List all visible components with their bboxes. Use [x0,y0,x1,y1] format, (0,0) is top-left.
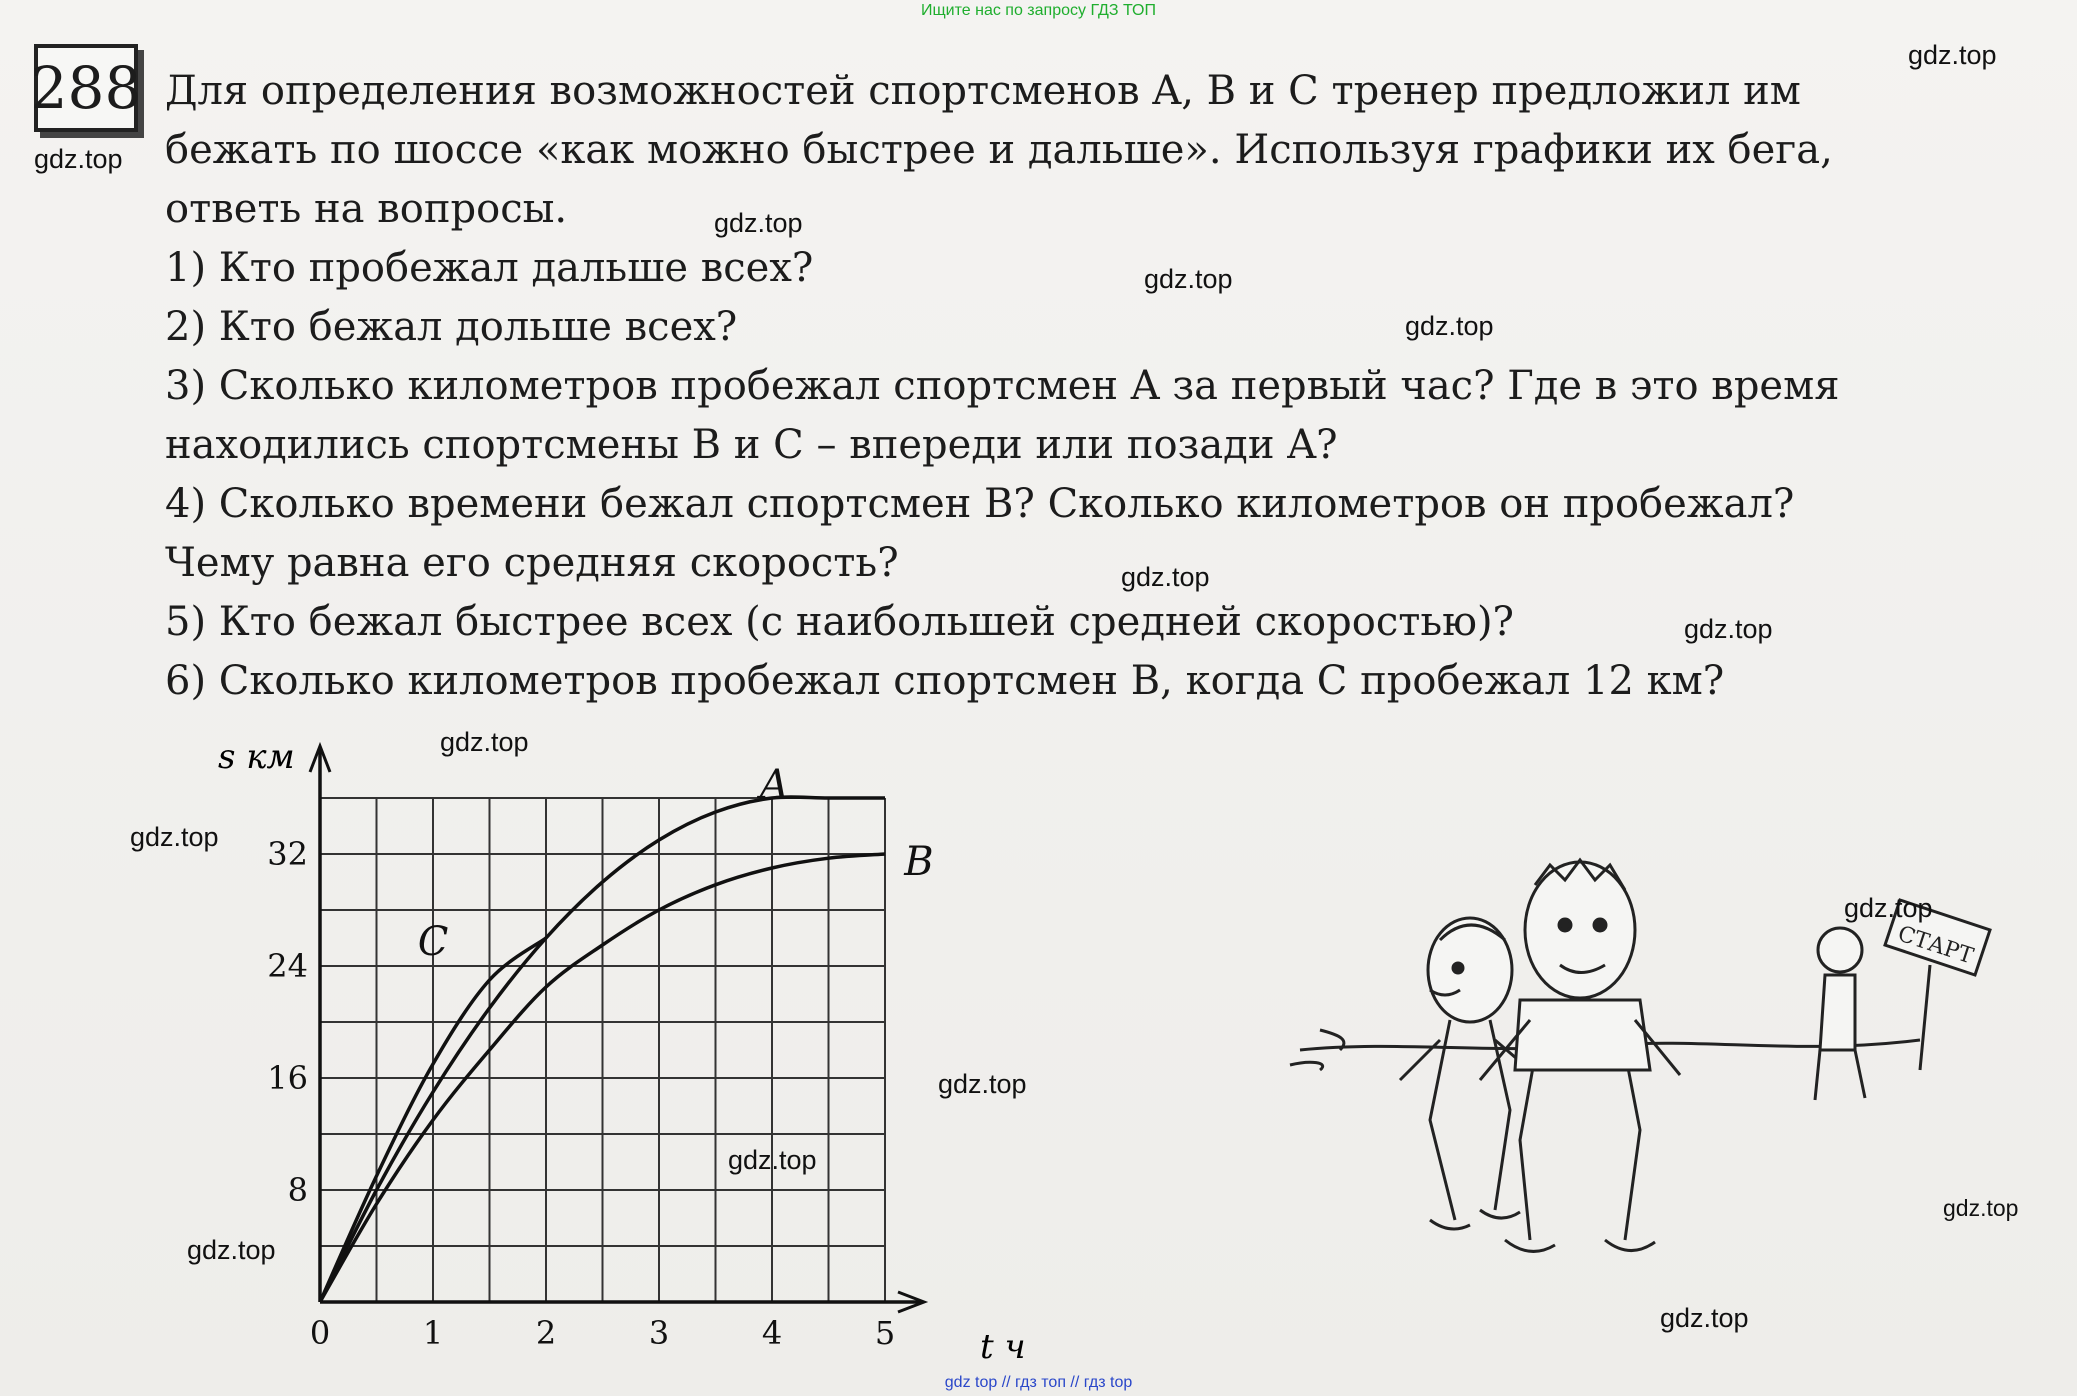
bottom-links[interactable]: gdz top // гдз топ // гдз top [944,1374,1133,1391]
watermark-text: gdz.top [728,1145,817,1175]
watermark-text: gdz.top [1908,40,1997,70]
watermark-text: gdz.top [1405,311,1494,341]
question-line: 2) Кто бежал дольше всех? [165,304,738,350]
watermark-text: gdz.top [34,144,123,174]
watermark-text: gdz.top [1144,264,1233,294]
intro-line: бежать по шоссе «как можно быстрее и дальше». Используя графики их бега, [165,127,1833,173]
watermark-text: gdz.top [938,1069,1027,1099]
x-tick-label: 1 [422,1314,444,1352]
watermark-text: gdz.top [1844,893,1933,923]
question-line: 3) Сколько километров пробежал спортсмен A за первый час? Где в это время [165,363,1840,409]
chart-ticks [267,835,895,1352]
question-line: 4) Сколько времени бежал спортсмен B? Сколько километров он пробежал? [165,481,1795,527]
start-sign-text: СТАРТ [1894,921,1977,970]
chart-axes [310,746,924,1312]
x-tick-label: 5 [874,1314,896,1352]
watermark-text: gdz.top [187,1235,276,1265]
watermark-text: gdz.top [130,822,219,852]
y-axis-label: s км [218,737,295,777]
y-tick-label: 24 [267,947,308,985]
watermark-text: gdz.top [1684,614,1773,644]
watermark-text: gdz.top [1660,1303,1749,1333]
x-tick-label: 4 [761,1314,783,1352]
series-label-a: A [759,762,789,808]
top-search-link[interactable]: Ищите нас по запросу ГДЗ ТОП [921,2,1156,19]
watermark-text: gdz.top [714,208,803,238]
chart-series [320,762,934,1302]
series-label-b: B [904,839,934,885]
series-label-c: C [417,918,449,965]
question-line: Чему равна его средняя скорость? [165,540,899,586]
question-line: находились спортсмены B и C – впереди или позади A? [165,422,1338,468]
problem-number: 288 [34,44,138,132]
watermark-text: gdz.top [1121,562,1210,592]
question-line: 5) Кто бежал быстрее всех (с наибольшей средней скоростью)? [165,599,1515,645]
watermark-text: gdz.top [440,727,529,757]
intro-line: ответь на вопросы. [165,186,568,232]
question-line: 1) Кто пробежал дальше всех? [165,245,814,291]
watermark-text: gdz.top [1943,1195,2019,1221]
intro-line: Для определения возможностей спортсменов A, B и C тренер предложил им [165,68,1801,114]
run-distance-chart [180,730,1040,1370]
y-tick-label: 8 [287,1171,308,1209]
x-axis-label: t ч [980,1327,1026,1367]
y-tick-label: 32 [267,835,308,873]
x-tick-label: 2 [535,1314,557,1352]
x-tick-label: 0 [309,1314,331,1352]
x-tick-label: 3 [648,1314,670,1352]
chart-grid [320,798,885,1302]
y-tick-label: 16 [267,1059,308,1097]
question-line: 6) Сколько километров пробежал спортсмен B, когда C пробежал 12 км? [165,658,1725,704]
